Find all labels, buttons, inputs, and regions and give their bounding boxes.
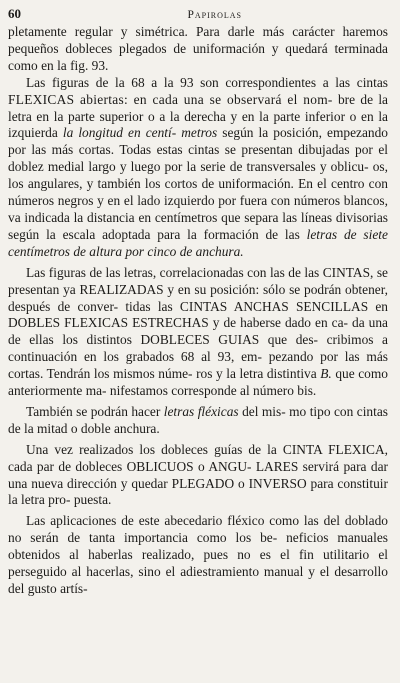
text-line: FLEXICA, cada par de dobleces OBLICUOS o ANGU- (8, 441, 388, 474)
text-line: ros y la letra distintiva (196, 366, 321, 382)
text-line: neficios manuales obtenidos al haberlas realizado, pues (8, 530, 388, 563)
text-line: cribimos a continuación en los grabados 68 al 93, em- (8, 332, 388, 365)
paragraph (8, 404, 388, 438)
text-line: la parte inferior o en la izquierda (8, 108, 388, 141)
text-line: pezando por las más cortas. Tendrán los mismos núme- (8, 349, 388, 382)
text-line: También se podrán hacer (26, 403, 164, 419)
text-line: escala adoptada para la formación de las (62, 226, 307, 242)
paragraph (8, 24, 388, 75)
paragraph (8, 513, 388, 598)
text-line: del mis- (238, 403, 286, 419)
page-body (8, 24, 388, 598)
text-line: puesta. (73, 492, 112, 508)
text-line: pletamente regular y simétrica. Para darle más carácter (8, 24, 335, 39)
text-line: Todas estas cintas se presentan dibujadas por el doblez (8, 142, 389, 175)
text-line: bre de la letra en la parte superior o a la derecha y en (8, 91, 388, 124)
text-line: Las figuras de la 68 a la 93 son correspondientes a las cintas (26, 74, 388, 90)
text-line: del doblado no serán de tanta importancia como los be- (8, 513, 388, 546)
page-header (8, 6, 388, 22)
text-line: FLEXICAS ESTRECHAS y de haberse dado en ca- (64, 315, 348, 331)
text-line: da una de ellas los distintos DOBLECES GUIAS que des- (8, 315, 388, 348)
text-line: medial largo y luego por la serie de transversales y oblicu- (47, 159, 369, 175)
text-line: mo tipo con cintas de la mitad o doble anchura. (8, 403, 388, 436)
italic-text: B. (320, 366, 332, 382)
italic-text: centímetros de altura por cinco de anchura. (8, 243, 244, 259)
text-line: haremos pequeños dobleces plegados de uniformación y (8, 24, 388, 56)
text-line: Las figuras de las letras, correlacionadas con las (26, 264, 285, 280)
text-line: FLEXICAS abiertas: en cada una se observará el nom- (8, 91, 333, 107)
text-line: nifestamos corresponde al número bis. (109, 383, 317, 399)
text-line: Las aplicaciones de este abecedario fléxico como las (26, 513, 319, 529)
text-line: por fuera con números blancos, va indicada la distancia (8, 193, 388, 225)
text-line: de las CINTAS, se presentan ya REALIZADAS y en (8, 264, 388, 297)
paragraph (8, 442, 388, 510)
italic-text: letras de siete (306, 226, 388, 242)
text-line: adiestramiento manual y el desarrollo del gusto artís- (8, 564, 388, 596)
text-line: PLEGADO o INVERSO para constituir la letra pro- (8, 475, 388, 508)
text-line: os, los angulares, y también los cortos de uniformación. (8, 159, 388, 192)
italic-text: letras fléxicas (163, 403, 239, 419)
paragraph (8, 75, 388, 261)
text-line: no es el fin utilitario el perseguido al hacerlas, sino el (8, 547, 388, 580)
text-line: tidas las CINTAS ANCHAS SENCILLAS en DOBLES (8, 298, 388, 331)
page-number: 60 (8, 6, 21, 21)
text-line: Una vez realizados los dobleces guías de la CINTA (26, 441, 323, 457)
text-line: LARES servirá para dar una nueva dirección y quedar (8, 458, 388, 491)
italic-text: metros (181, 125, 218, 141)
text-line: En el centro con números negros y en el lado izquierdo (8, 176, 388, 209)
text-line: quedará terminada como en la fig. 93. (8, 40, 388, 73)
running-title: Papirolas (187, 9, 242, 21)
text-line: en centímetros que separa las líneas divisorias según la (8, 209, 389, 242)
text-line: que como anteriormente ma- (8, 366, 388, 399)
text-line: según la posición, empezando por las más cortas. (8, 125, 388, 158)
italic-text: la longitud en centí- (62, 125, 177, 141)
text-line: su posición: sólo se podrán obtener, después de conver- (8, 281, 388, 314)
paragraph (8, 265, 388, 400)
